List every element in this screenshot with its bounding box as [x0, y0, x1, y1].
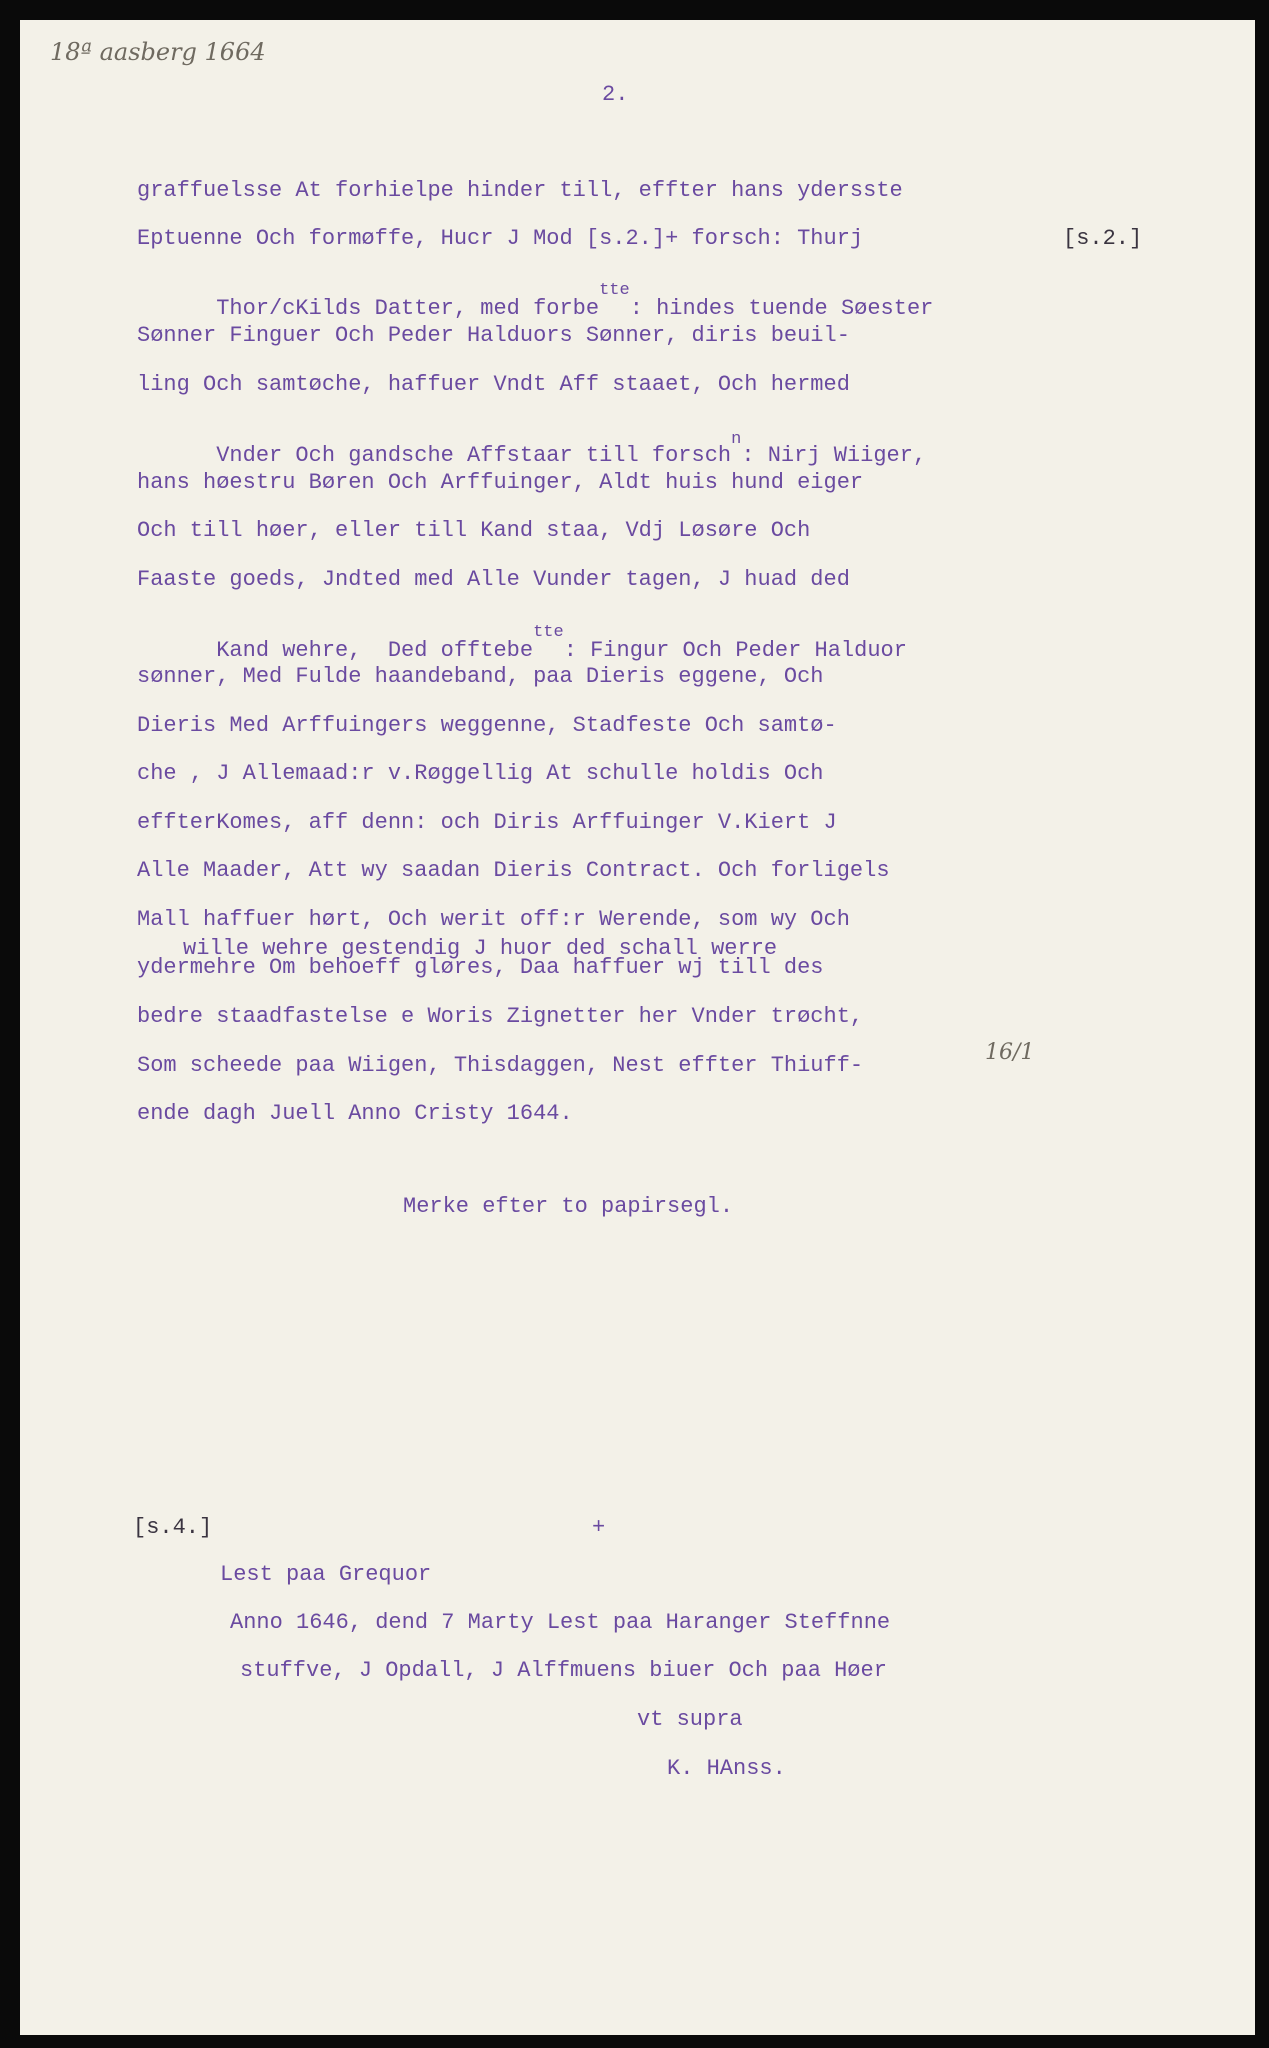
signature: K. HAnss. — [667, 1756, 786, 1781]
body-line-4: Sønner Finguer Och Peder Halduors Sønner, diris beuil- — [137, 323, 850, 348]
body-line-20: ende dagh Juell Anno Cristy 1644. — [137, 1101, 573, 1126]
body-line-10-text: Kand wehre, Ded offtebe — [216, 638, 534, 663]
bottom-bracket-note: [s.4.] — [133, 1515, 213, 1540]
bottom-line-1: Lest paa Grequor — [220, 1562, 432, 1587]
body-line-6-rest: : Nirj Wiiger, — [741, 443, 927, 468]
body-line-8: Och till høer, eller till Kand staa, Vdj Løsøre Och — [137, 518, 811, 543]
margin-note-right: [s.2.] — [1063, 226, 1143, 251]
archive-note: 18ª aasberg 1664 — [50, 38, 266, 66]
page-number: 2. — [602, 82, 629, 107]
body-line-1: graffuelsse At forhielpe hinder till, effter hans ydersste — [137, 178, 903, 203]
bottom-line-3: stuffve, J Opdall, J Alffmuens biuer Och paa Høer — [240, 1658, 887, 1683]
body-line-3-rest: : hindes tuende Søester — [629, 296, 934, 321]
body-line-6-text: Vnder Och gandsche Affstaar till forsch — [216, 443, 732, 468]
body-line-10-rest: : Fingur Och Peder Halduor — [563, 638, 907, 663]
body-line-2: Eptuenne Och formøffe, Hucr J Mod [s.2.]+ forsch: Thurj — [137, 226, 864, 251]
margin-pencil-right: 16/1 — [985, 1040, 1035, 1065]
paper-sheet — [20, 20, 1255, 2035]
body-line-3-superscript: tte — [599, 281, 630, 300]
body-line-9: Faaste goeds, Jndted med Alle Vunder tagen, J huad ded — [137, 567, 850, 592]
body-line-14: effterKomes, aff denn: och Diris Arffuinger V.Kiert J — [137, 810, 837, 835]
body-line-17: ydermehre Om behoeff gløres, Daa haffuer wj till des — [137, 955, 824, 980]
body-line-10-superscript: tte — [533, 623, 564, 642]
body-line-5: ling Och samtøche, haffuer Vndt Aff staaet, Och hermed — [137, 372, 850, 397]
interlinear-insert: wille wehre gestendig J huor ded schall werre — [183, 936, 778, 961]
body-line-13: che , J Allemaad:r v.Røggellig At schulle holdis Och — [137, 761, 824, 786]
body-line-18: bedre staadfastelse e Woris Zignetter her Vnder trøcht, — [137, 1004, 864, 1029]
body-line-15: Alle Maader, Att wy saadan Dieris Contract. Och forligels — [137, 858, 890, 883]
bottom-line-2: Anno 1646, dend 7 Marty Lest paa Haranger Steffnne — [230, 1610, 891, 1635]
body-line-19: Som scheede paa Wiigen, Thisdaggen, Nest effter Thiuff- — [137, 1053, 864, 1078]
body-line-7: hans høestru Børen Och Arffuinger, Aldt huis hund eiger — [137, 470, 864, 495]
body-line-16: Mall haffuer hørt, Och werit off:r Werende, som wy Och — [137, 907, 850, 932]
body-line-11: sønner, Med Fulde haandeband, paa Dieris eggene, Och — [137, 664, 824, 689]
vt-supra: vt supra — [637, 1707, 743, 1732]
body-line-6-superscript: n — [731, 430, 742, 449]
body-line-3-text: Thor/cKilds Datter, med forbe — [216, 296, 600, 321]
body-line-12: Dieris Med Arffuingers weggenne, Stadfeste Och samtø- — [137, 713, 837, 738]
seal-note: Merke efter to papirsegl. — [403, 1194, 734, 1219]
bottom-plus: + — [592, 1515, 606, 1540]
